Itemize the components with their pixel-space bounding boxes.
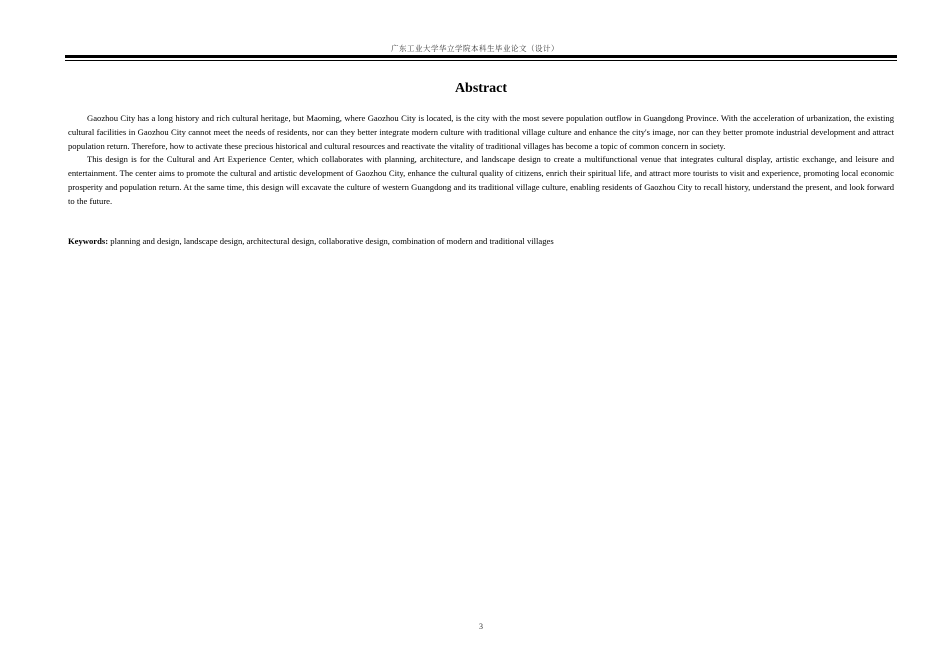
header-rule-thin — [65, 60, 897, 61]
keywords-label: Keywords: — [68, 236, 109, 246]
keywords-line — [68, 235, 894, 249]
abstract-title: Abstract — [454, 81, 508, 96]
running-header: 广东工业大学华立学院本科生毕业论文（设计） — [391, 44, 559, 53]
page-number: 3 — [479, 622, 483, 631]
abstract-paragraph-2: This design is for the Cultural and Art Experience Center, which collaborates with planning, architecture, and landscape design to create a multifunctional venue that integrates cultural display, artistic exchange, and leisure and entertainment. The center aims to promote the cultural and artistic development of Gaozhou City, enhance the cultural quality of citizens, enrich their spiritual life, and attract more tourists to visit and experience, promoting local economic prosperity and population return. At the same time, this design will excavate the culture of western Guangdong and its traditional village culture, enabling residents of Gaozhou City to recall history, understand the present, and look forward to the future. — [68, 154, 894, 206]
abstract-body — [68, 112, 894, 209]
keywords-text: planning and design, landscape design, architectural design, collaborative design, combination of modern and traditional villages — [110, 236, 554, 246]
header-rule-thick — [65, 55, 897, 58]
abstract-paragraph-1: Gaozhou City has a long history and rich cultural heritage, but Maoming, where Gaozhou City is located, is the city with the most severe population outflow in Guangdong Province. With the acceleration of urbanization, the existing cultural facilities in Gaozhou City cannot meet the needs of residents, nor can they better integrate modern culture with traditional village culture and enhance the city's image, nor can they better promote industrial development and attract population return. Therefore, how to activate these precious historical and cultural resources and reactivate the vitality of traditional villages has become a topic of common concern in society. — [68, 113, 894, 151]
